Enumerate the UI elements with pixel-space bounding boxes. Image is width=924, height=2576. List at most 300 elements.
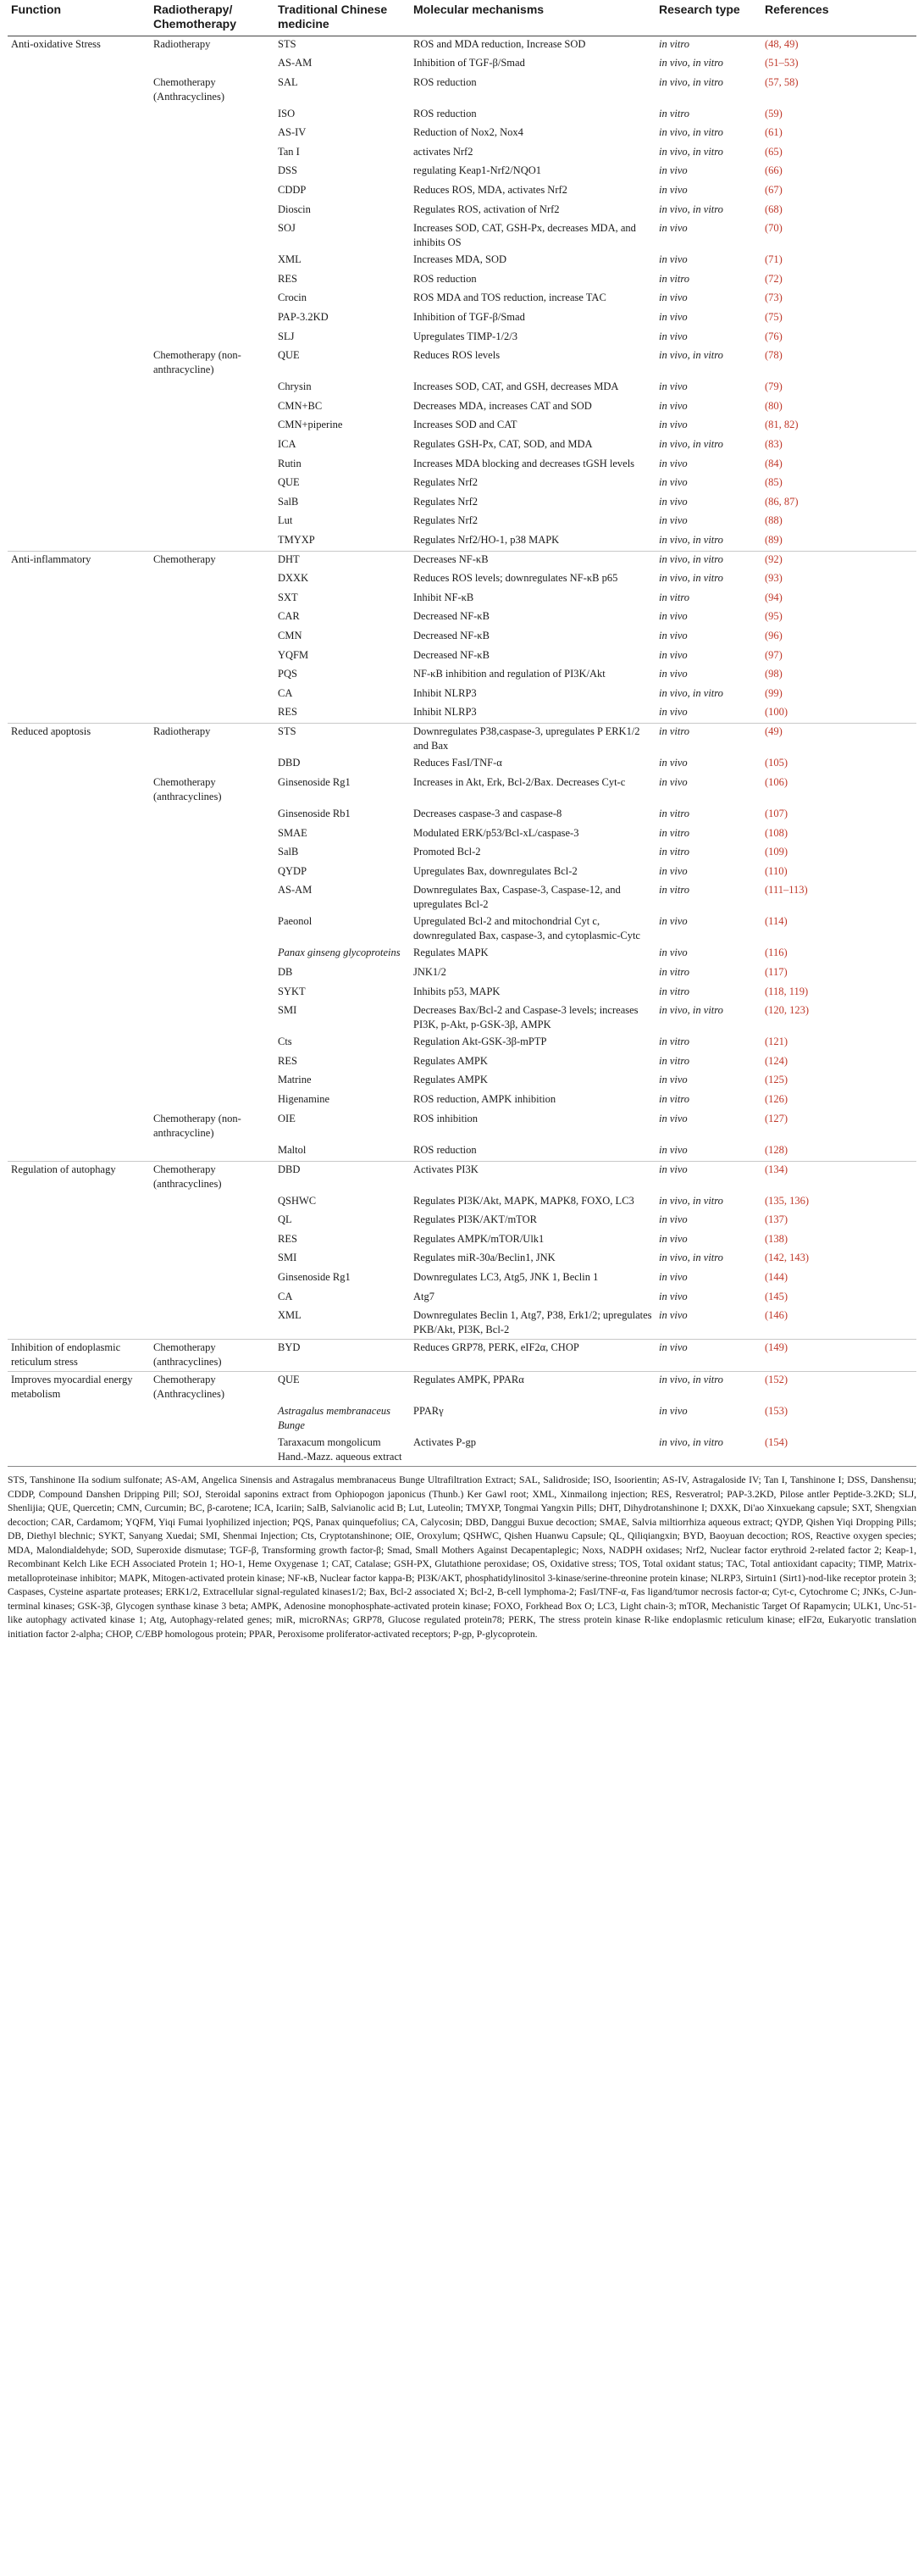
cell-mechanism: ROS reduction [413,107,477,119]
cell-research-type: in vivo [659,222,688,235]
table-row [8,724,916,756]
cell-tcm: Taraxacum mongolicum Hand.-Mazz. aqueous extract [274,1435,410,1467]
cell-function [8,882,150,913]
cell-research-type: in vivo [659,419,688,431]
cell-mechanism: Regulates AMPK [413,1054,488,1067]
cell-function [8,271,150,291]
cell-function [8,329,150,348]
cell-tcm: Crocin [278,291,307,304]
cell-mechanism: Regulates AMPK [413,1074,488,1086]
cell-function [8,964,150,984]
table-row [8,666,916,686]
cell-reference[interactable]: (84) [765,457,783,469]
cell-reference[interactable]: (68) [765,203,783,215]
cell-reference[interactable]: (107) [765,808,788,819]
table-row [8,608,916,628]
cell-research-type: in vivo, in vitro [659,145,723,158]
cell-radio-chemo [150,55,274,75]
cell-tcm: CAR [278,610,300,623]
cell-mechanism: Increases MDA blocking and decreases tGSH levels [413,457,635,469]
cell-mechanism: Decreases NF-κB [410,552,656,571]
cell-mechanism: Downregulates Bax, Caspase-3, Caspase-12, and upregulates Bcl-2 [413,884,621,911]
cell-function [8,863,150,883]
cell-tcm: CDDP [278,184,307,197]
cell-reference[interactable]: (100) [765,706,788,719]
cell-mechanism: Regulates PI3K/Akt, MAPK, MAPK8, FOXO, LC3 [413,1194,634,1207]
cell-radio-chemo: Chemotherapy (non-anthracycline) [153,1112,241,1139]
cell-reference[interactable]: (96) [765,629,783,641]
cell-research-type: in vitro [659,1054,689,1067]
table-header-row [8,0,916,36]
cell-tcm: PQS [278,668,297,680]
cell-reference[interactable]: (111–113) [765,884,808,897]
table-row [8,882,916,913]
cell-research-type: in vivo, in vitro [656,1435,761,1467]
cell-research-type: in vivo [659,757,688,769]
cell-reference[interactable]: (66) [765,164,783,177]
cell-tcm: BYD [274,1340,410,1372]
table-row [8,1034,916,1053]
cell-tcm: STS [278,38,296,50]
table-row [8,1340,916,1372]
cell-radio-chemo: Chemotherapy (Anthracyclines) [153,75,224,103]
cell-radio-chemo [150,1193,274,1213]
cell-tcm: CMN [278,629,302,641]
cell-tcm: Tan I [278,145,300,158]
table-row [8,1307,916,1340]
cell-mechanism: Increases in Akt, Erk, Bcl-2/Bax. Decreases Cyt-c [413,776,626,788]
cell-reference[interactable]: (51–53) [765,57,799,69]
cell-research-type: in vitro [659,591,689,603]
cell-function [8,984,150,1003]
cell-function: Regulation of autophagy [8,1161,150,1193]
cell-tcm: SLJ [278,330,295,342]
cell-radio-chemo [150,106,274,125]
cell-research-type: in vivo [659,776,688,788]
cell-research-type: in vivo [659,1290,688,1302]
cell-tcm: DSS [278,164,297,177]
cell-mechanism: ROS reduction [413,75,477,88]
cell-research-type: in vivo [659,184,688,197]
table-row [8,628,916,647]
cell-research-type: in vivo [659,330,688,342]
cell-function: Improves myocardial energy metabolism [8,1372,150,1404]
cell-function [8,1307,150,1340]
cell-function [8,1212,150,1231]
cell-tcm: Panax ginseng glycoproteins [278,947,401,959]
cell-research-type: in vivo [656,1340,761,1372]
cell-research-type: in vivo, in vitro [656,552,761,571]
cell-reference[interactable]: (75) [765,311,783,324]
cell-tcm: Higenamine [278,1092,330,1105]
header-function: Function [8,0,150,36]
cell-function [8,1053,150,1073]
cell-reference[interactable]: (48, 49) [765,38,799,50]
cell-reference[interactable]: (138) [765,1232,788,1245]
cell-mechanism: Regulates Nrf2 [413,514,479,527]
cell-reference[interactable]: (92) [761,552,916,571]
cell-function [8,608,150,628]
table-row [8,532,916,552]
cell-reference[interactable]: (65) [765,145,783,158]
cell-reference[interactable]: (85) [765,476,783,489]
cell-reference[interactable]: (76) [765,330,783,342]
cell-reference[interactable]: (109) [765,846,788,858]
table-row [8,704,916,724]
cell-reference[interactable]: (93) [765,572,783,585]
cell-reference[interactable]: (79) [765,380,783,393]
cell-reference[interactable]: (125) [765,1074,788,1086]
table-row [8,570,916,590]
cell-function [8,1435,150,1467]
header-research-type: Research type [656,0,761,36]
cell-tcm: DB [278,965,293,978]
cell-research-type: in vitro [659,965,689,978]
cell-research-type: in vivo [659,915,688,928]
table-row [8,1231,916,1251]
header-radio-chemo: Radiotherapy/ Chemotherapy [150,0,274,36]
cell-function [8,379,150,398]
cell-tcm: YQFM [278,648,309,661]
cell-function: Inhibition of endoplasmic reticulum stress [8,1340,150,1372]
cell-reference[interactable]: (145) [765,1290,788,1302]
table-row [8,1111,916,1142]
cell-radio-chemo [150,666,274,686]
cell-research-type: in vivo [659,457,688,469]
cell-reference[interactable]: (108) [765,826,788,839]
cell-reference[interactable]: (99) [765,686,783,699]
cell-mechanism: Reduces ROS levels; downregulates NF-κB p65 [413,572,618,585]
cell-reference[interactable]: (78) [765,349,783,362]
cell-radio-chemo [150,647,274,667]
cell-function [8,106,150,125]
table-row [8,494,916,514]
cell-research-type: in vivo, in vitro [659,572,723,585]
cell-reference[interactable]: (154) [761,1435,916,1467]
cell-radio-chemo [150,704,274,724]
cell-reference[interactable]: (117) [765,965,788,978]
cell-radio-chemo [150,1072,274,1091]
cell-research-type: in vivo [659,1271,688,1283]
cell-research-type: in vitro [659,1035,689,1048]
cell-tcm: QUE [278,476,300,489]
cell-radio-chemo [150,513,274,532]
cell-radio-chemo [150,163,274,182]
cell-research-type: in vivo [659,668,688,680]
header-tcm: Traditional Chinese medicine [274,0,410,36]
cell-mechanism: Reduces GRP78, PERK, eIF2α, CHOP [410,1340,656,1372]
cell-reference[interactable]: (128) [765,1143,788,1156]
cell-radio-chemo [150,882,274,913]
cell-reference[interactable]: (137) [765,1213,788,1226]
cell-radio-chemo [150,1002,274,1034]
cell-research-type: in vivo [659,629,688,641]
cell-radio-chemo [150,590,274,609]
cell-research-type: in vivo, in vitro [659,349,723,362]
table-row [8,398,916,418]
cell-mechanism: Decreased NF-κB [413,648,490,661]
cell-reference[interactable]: (80) [765,399,783,412]
cell-tcm: SMAE [278,826,307,839]
cell-tcm: SMI [278,1004,297,1017]
cell-tcm: DHT [274,552,410,571]
cell-function [8,144,150,164]
cell-reference[interactable]: (67) [765,184,783,197]
cell-mechanism: Increases SOD, CAT, and GSH, decreases MDA [413,380,619,393]
table-body [8,36,916,1467]
cell-tcm: QL [278,1213,292,1226]
cell-reference[interactable]: (149) [761,1340,916,1372]
table-row [8,163,916,182]
cell-tcm: Astragalus membranaceus Bunge [278,1405,390,1432]
cell-mechanism: Decreased NF-κB [413,610,490,623]
cell-tcm: SXT [278,591,298,603]
cell-function [8,290,150,309]
cell-reference[interactable]: (120, 123) [765,1004,810,1017]
table-row [8,1091,916,1111]
cell-radio-chemo [150,398,274,418]
cell-reference[interactable]: (152) [761,1372,916,1404]
cell-function [8,202,150,221]
cell-research-type: in vitro [659,1092,689,1105]
table-row [8,984,916,1003]
table-row [8,806,916,825]
cell-mechanism: Regulates PI3K/AKT/mTOR [413,1213,537,1226]
table-row [8,552,916,571]
cell-mechanism: activates Nrf2 [413,145,473,158]
cell-radio-chemo [150,271,274,291]
cell-radio-chemo [150,1034,274,1053]
cell-reference[interactable]: (89) [765,533,783,546]
cell-research-type: in vitro [659,826,689,839]
cell-radio-chemo [150,1403,274,1435]
cell-reference[interactable]: (126) [765,1092,788,1105]
table-row [8,347,916,379]
cell-radio-chemo [150,456,274,475]
cell-reference[interactable]: (118, 119) [765,985,809,997]
header-mechanisms: Molecular mechanisms [410,0,656,36]
cell-function [8,844,150,863]
cell-reference[interactable]: (106) [765,776,788,788]
cell-tcm: CMN+piperine [278,419,343,431]
cell-reference[interactable]: (94) [765,591,783,603]
cell-reference[interactable]: (127) [765,1112,788,1124]
cell-mechanism: Inhibition of TGF-β/Smad [413,57,525,69]
cell-radio-chemo [150,1142,274,1162]
cell-reference[interactable]: (116) [765,947,788,959]
cell-research-type: in vivo, in vitro [659,57,723,69]
cell-function [8,1269,150,1289]
cell-mechanism: ROS MDA and TOS reduction, increase TAC [413,291,606,304]
cell-function [8,75,150,106]
cell-tcm: DXXK [278,572,309,585]
cell-reference[interactable]: (134) [761,1161,916,1193]
cell-research-type: in vivo, in vitro [659,1004,723,1017]
cell-reference[interactable]: (61) [765,126,783,139]
cell-tcm: SalB [278,495,299,508]
table-row [8,75,916,106]
tcm-mechanisms-table [8,0,916,1467]
cell-mechanism: PPARγ [413,1405,444,1418]
cell-mechanism: Downregulates P38,caspase-3, upregulates P ERK1/2 and Bax [410,724,656,756]
cell-research-type: in vivo, in vitro [659,203,723,215]
cell-function [8,686,150,705]
cell-radio-chemo: Radiotherapy [153,38,211,50]
cell-mechanism: Promoted Bcl-2 [413,846,481,858]
cell-tcm: QUE [274,1372,410,1404]
cell-radio-chemo [150,329,274,348]
cell-radio-chemo [150,806,274,825]
cell-function [8,647,150,667]
table-row [8,590,916,609]
cell-mechanism: Inhibition of TGF-β/Smad [413,311,525,324]
cell-radio-chemo [150,475,274,494]
cell-mechanism: Reduces ROS levels [413,349,501,362]
cell-reference[interactable]: (95) [765,610,783,623]
cell-radio-chemo [150,1250,274,1269]
cell-mechanism: JNK1/2 [413,965,446,978]
cell-tcm: STS [274,724,410,756]
cell-reference[interactable]: (146) [765,1309,788,1322]
cell-research-type: in vitro [659,107,689,119]
cell-reference[interactable]: (97) [765,648,783,661]
table-row [8,1053,916,1073]
cell-mechanism: ROS inhibition [413,1112,479,1124]
cell-reference[interactable]: (73) [765,291,783,304]
cell-reference[interactable]: (110) [765,864,788,877]
cell-radio-chemo [150,984,274,1003]
cell-reference[interactable]: (114) [765,915,788,928]
cell-radio-chemo [150,252,274,271]
cell-research-type: in vitro [659,985,689,997]
cell-radio-chemo [150,1091,274,1111]
cell-reference[interactable]: (72) [765,272,783,285]
cell-radio-chemo [150,1212,274,1231]
table-row [8,417,916,436]
cell-mechanism: Inhibits p53, MAPK [413,985,501,997]
cell-tcm: SMI [278,1252,297,1264]
cell-reference[interactable]: (71) [765,253,783,266]
cell-tcm: Rutin [278,457,302,469]
cell-tcm: ICA [278,438,296,450]
cell-radio-chemo [150,755,274,774]
cell-function [8,1142,150,1162]
cell-mechanism: Increases MDA, SOD [413,253,507,266]
cell-reference[interactable]: (98) [765,668,783,680]
cell-function [8,945,150,964]
cell-mechanism: Regulates GSH-Px, CAT, SOD, and MDA [413,438,593,450]
cell-research-type: in vitro [659,272,689,285]
cell-reference[interactable]: (121) [765,1035,788,1048]
cell-research-type: in vivo [659,864,688,877]
cell-function [8,1250,150,1269]
cell-reference[interactable]: (142, 143) [765,1252,810,1264]
table-row [8,1435,916,1467]
table-row [8,1289,916,1308]
cell-reference[interactable]: (81, 82) [765,419,799,431]
cell-function [8,347,150,379]
table-row [8,755,916,774]
cell-radio-chemo [150,913,274,945]
cell-mechanism: Reduces FasI/TNF-α [413,757,502,769]
cell-function [8,398,150,418]
cell-function [8,628,150,647]
table-row [8,825,916,845]
cell-mechanism: Activates P-gp [410,1435,656,1467]
cell-reference[interactable]: (88) [765,514,783,527]
cell-research-type: in vivo [659,514,688,527]
cell-mechanism: Decreases caspase-3 and caspase-8 [413,808,562,819]
cell-research-type: in vivo, in vitro [659,75,723,88]
cell-reference[interactable]: (49) [761,724,916,756]
cell-reference[interactable]: (86, 87) [765,495,799,508]
table-row [8,309,916,329]
cell-function [8,825,150,845]
cell-radio-chemo [150,1053,274,1073]
cell-radio-chemo: Radiotherapy [150,724,274,756]
cell-radio-chemo: Chemotherapy (anthracyclines) [150,1340,274,1372]
cell-mechanism: ROS and MDA reduction, Increase SOD [413,38,586,50]
cell-reference[interactable]: (105) [765,757,788,769]
cell-function [8,1002,150,1034]
cell-function: Anti-oxidative Stress [11,38,101,50]
cell-research-type: in vitro [656,724,761,756]
table-row [8,379,916,398]
cell-radio-chemo: Chemotherapy (anthracyclines) [150,1161,274,1193]
cell-tcm: Ginsenoside Rg1 [278,776,351,788]
table-row [8,290,916,309]
cell-tcm: ISO [278,107,296,119]
cell-reference[interactable]: (57, 58) [765,75,799,88]
cell-reference[interactable]: (153) [765,1405,788,1418]
cell-radio-chemo [150,494,274,514]
cell-mechanism: Downregulates LC3, Atg5, JNK 1, Beclin 1 [413,1271,599,1283]
table-row [8,106,916,125]
cell-tcm: AS-AM [278,884,313,897]
cell-research-type: in vivo [659,311,688,324]
cell-reference[interactable]: (135, 136) [765,1194,810,1207]
cell-radio-chemo [150,844,274,863]
cell-reference[interactable]: (70) [765,222,783,235]
table-row [8,1161,916,1193]
cell-radio-chemo: Chemotherapy [150,552,274,571]
cell-function [8,252,150,271]
header-references: References [761,0,916,36]
cell-tcm: Ginsenoside Rb1 [278,808,351,819]
cell-tcm: Cts [278,1035,292,1048]
cell-radio-chemo [150,863,274,883]
cell-radio-chemo [150,290,274,309]
cell-research-type: in vivo [659,947,688,959]
cell-radio-chemo [150,1289,274,1308]
cell-mechanism: ROS reduction [413,1143,477,1156]
cell-function [8,1193,150,1213]
cell-reference[interactable]: (124) [765,1054,788,1067]
cell-mechanism: Modulated ERK/p53/Bcl-xL/caspase-3 [413,826,579,839]
cell-function [8,494,150,514]
cell-research-type: in vivo, in vitro [659,533,723,546]
cell-reference[interactable]: (59) [765,107,783,119]
cell-mechanism: Reduction of Nox2, Nox4 [413,126,523,139]
cell-radio-chemo [150,686,274,705]
cell-mechanism: Atg7 [413,1290,434,1302]
cell-mechanism: regulating Keap1-Nrf2/NQO1 [413,164,541,177]
cell-tcm: TMYXP [278,533,315,546]
cell-research-type: in vivo, in vitro [659,438,723,450]
cell-reference[interactable]: (144) [765,1271,788,1283]
cell-radio-chemo [150,964,274,984]
cell-reference[interactable]: (83) [765,438,783,450]
